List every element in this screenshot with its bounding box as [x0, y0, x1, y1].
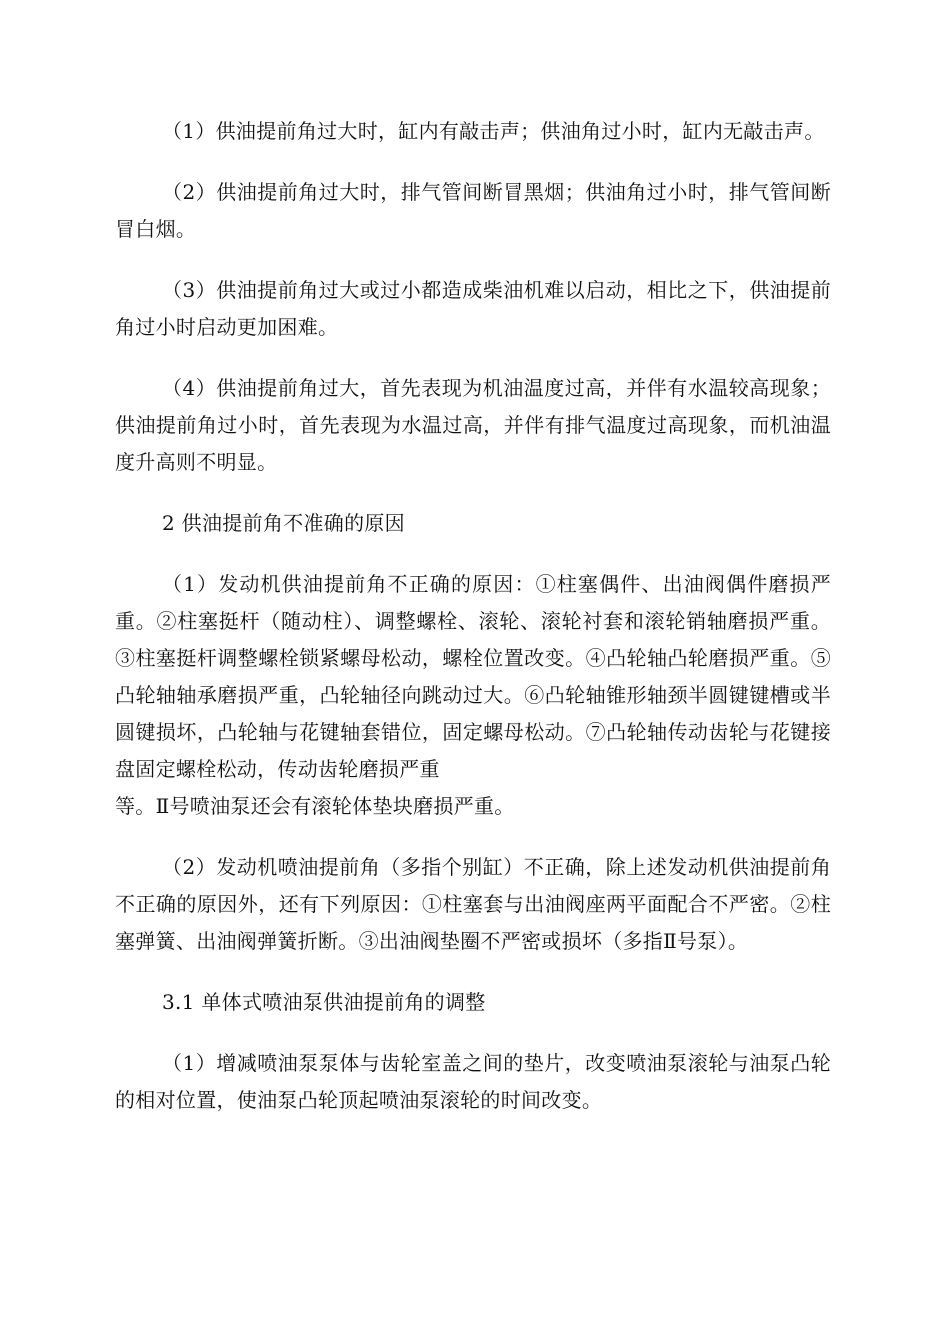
paragraph-3: （3）供油提前角过大或过小都造成柴油机难以启动，相比之下，供油提前角过小时启动更加困难。 [115, 278, 831, 339]
section-heading-3-1: 3.1 单体式喷油泵供油提前角的调整 [162, 990, 486, 1014]
paragraph-1: （1）供油提前角过大时，缸内有敲击声；供油角过小时，缸内无敲击声。 [162, 119, 825, 143]
paragraph-5-main: （1）发动机供油提前角不正确的原因：①柱塞偶件、出油阀偶件磨损严重。②柱塞挺杆（随动柱）、调整螺栓、滚轮、滚轮衬套和滚轮销轴磨损严重。③柱塞挺杆调整螺栓锁紧螺母松动，螺栓位置改变。④凸轮轴凸轮磨损严重。⑤凸轮轴轴承磨损严重，凸轮轴径向跳动过大。⑥凸轮轴锥形轴颈半圆键键槽或半圆键损坏，凸轮轴与花键轴套错位，固定螺母松动。⑦凸轮轴传动齿轮与花键接盘固定螺栓松动，传动齿轮磨损严重 [115, 572, 831, 781]
section-heading-2: 2 供油提前角不准确的原因 [162, 511, 405, 535]
paragraph-7: （1）增减喷油泵泵体与齿轮室盖之间的垫片，改变喷油泵滚轮与油泵凸轮的相对位置，使油泵凸轮顶起喷油泵滚轮的时间改变。 [115, 1051, 831, 1112]
paragraph-6: （2）发动机喷油提前角（多指个别缸）不正确，除上述发动机供油提前角不正确的原因外，还有下列原因：①柱塞套与出油阀座两平面配合不严密。②柱塞弹簧、出油阀弹簧折断。③出油阀垫圈不严密或损坏（多指Ⅱ号泵）。 [115, 855, 831, 953]
document-page [115, 113, 831, 1143]
paragraph-5 [115, 566, 831, 825]
paragraph-4: （4）供油提前角过大，首先表现为机油温度过高，并伴有水温较高现象；供油提前角过小时，首先表现为水温过高，并伴有排气温度过高现象，而机油温度升高则不明显。 [115, 376, 831, 474]
paragraph-5-tail: 等。Ⅱ号喷油泵还会有滚轮体垫块磨损严重。 [115, 794, 515, 818]
paragraph-2: （2）供油提前角过大时，排气管间断冒黑烟；供油角过小时，排气管间断冒白烟。 [115, 180, 831, 241]
